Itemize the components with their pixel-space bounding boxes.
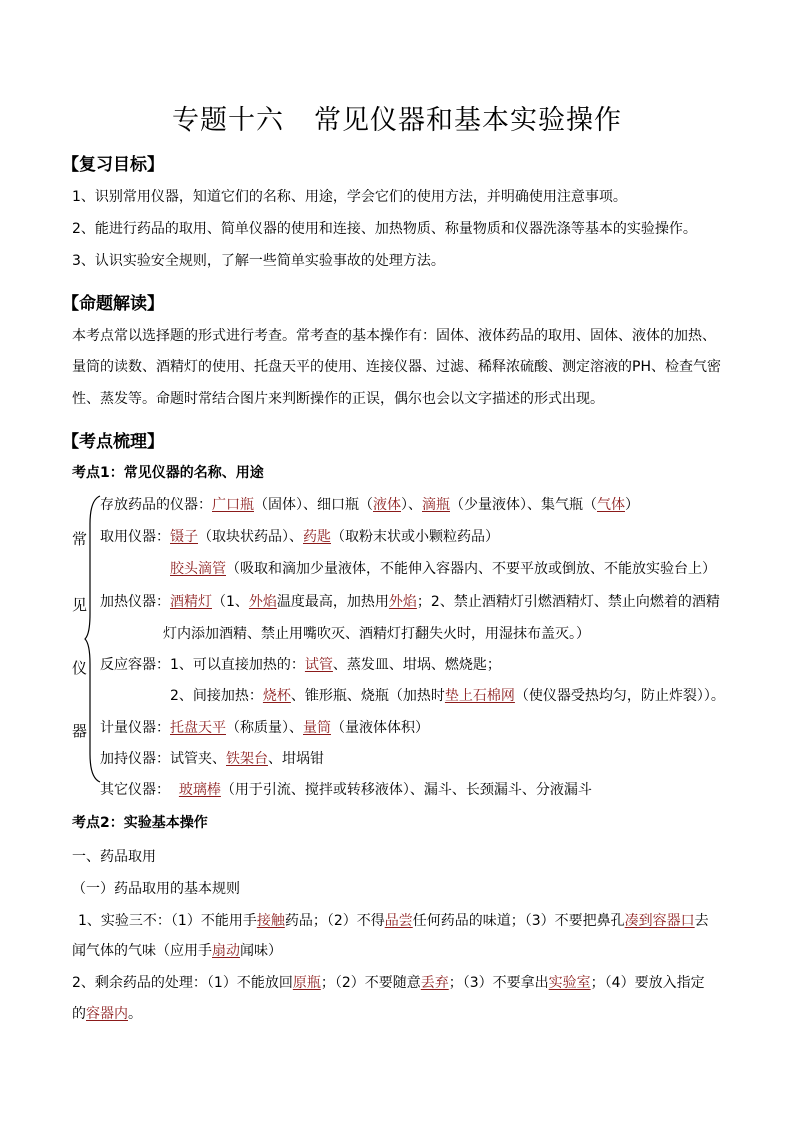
interp-line-3: 性、蒸发等。命题时常结合图片来判断操作的正误，偶尔也会以文字描述的形式出现。 (72, 391, 604, 407)
title-topic-number: 专题十六 (172, 105, 284, 136)
rule-leftover: 2、剩余药品的处理：（1）不能放回原瓶；（2）不要随意丢弃；（3）不要拿出实验室；（4）要放入指定 (72, 975, 705, 991)
kp2-heading: 考点2：实验基本操作 (72, 815, 208, 831)
goal-item-2: 2、能进行药品的取用、简单仪器的使用和连接、加热物质、称量物质和仪器洗涤等基本的实验操作。 (72, 221, 697, 237)
goal-item-1: 1、识别常用仪器，知道它们的名称、用途，学会它们的使用方法，并明确使用注意事项。 (72, 189, 627, 205)
row-reaction-2: 2、间接加热：烧杯、锥形瓶、烧瓶（加热时垫上石棉网（使仪器受热均匀，防止炸裂））。 (170, 688, 725, 704)
subsection-basic-rules: （一）药品取用的基本规则 (72, 881, 240, 897)
row-measuring: 计量仪器：托盘天平（称质量）、量筒（量液体体积） (100, 720, 429, 736)
vertical-char-2: 见 (72, 596, 88, 614)
row-heating-cont: 灯内添加酒精、禁止用嘴吹灭、酒精灯打翻失火时，用湿抹布盖灭。） (163, 626, 590, 642)
row-taking: 取用仪器：镊子（取块状药品）、药匙（取粉末状或小颗粒药品） (100, 529, 499, 545)
points-heading: 【考点梳理】 (62, 432, 164, 452)
page-title (0, 98, 794, 137)
rule-leftover-cont: 的容器内。 (72, 1006, 142, 1022)
section-drug-taking: 一、药品取用 (72, 849, 156, 865)
row-heating: 加热仪器：酒精灯（1、外焰温度最高，加热用外焰；2、禁止酒精灯引燃酒精灯、禁止向燃着的酒精 (100, 594, 720, 610)
vertical-char-3: 仪 (72, 659, 88, 677)
rule-three-nots-cont: 闻气体的气味（应用手扇动闻味） (72, 943, 282, 959)
goal-item-3: 3、认识实验安全规则，了解一些简单实验事故的处理方法。 (72, 253, 445, 269)
row-holding: 加持仪器：试管夹、铁架台、坩埚钳 (100, 751, 324, 767)
row-storage: 存放药品的仪器：广口瓶（固体）、细口瓶（液体）、滴瓶（少量液体）、集气瓶（气体） (100, 497, 639, 513)
vertical-char-4: 器 (72, 722, 88, 740)
kp1-heading: 考点1：常见仪器的名称、用途 (72, 465, 264, 481)
row-dropper: 胶头滴管（吸取和滴加少量液体，不能伸入容器内、不要平放或倒放、不能放实验台上） (170, 561, 716, 577)
interp-line-1: 本考点常以选择题的形式进行考查。常考查的基本操作有：固体、液体药品的取用、固体、液体的加热、 (72, 328, 716, 344)
rule-three-nots: 1、实验三不：（1）不能用手接触药品；（2）不得品尝任何药品的味道；（3）不要把鼻孔凑到容器口去 (78, 913, 709, 929)
title-topic-name: 常见仪器和基本实验操作 (314, 105, 622, 136)
goals-heading: 【复习目标】 (62, 155, 164, 175)
interp-heading: 【命题解读】 (62, 294, 164, 314)
interp-line-2: 量筒的读数、酒精灯的使用、托盘天平的使用、连接仪器、过滤、稀释浓硫酸、测定溶液的PH、检查气密 (72, 359, 721, 375)
row-reaction-1: 反应容器：1、可以直接加热的：试管、蒸发皿、坩埚、燃烧匙； (100, 657, 501, 673)
vertical-char-1: 常 (72, 530, 88, 548)
row-other: 其它仪器： 玻璃棒（用于引流、搅拌或转移液体）、漏斗、长颈漏斗、分液漏斗 (100, 782, 592, 798)
